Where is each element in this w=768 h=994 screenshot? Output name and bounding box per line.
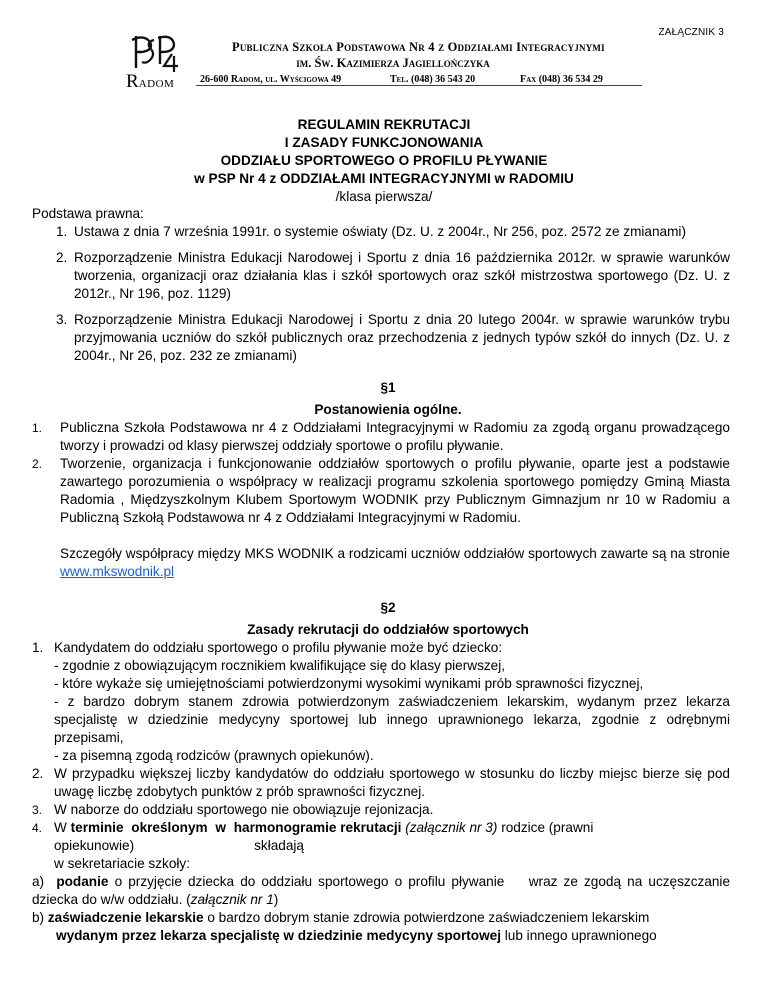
logo-wordmark: RADOM [126, 71, 175, 92]
school-address: 26-600 Radom, ul. Wyścigowa 49 [200, 74, 342, 85]
section-2-heading: Zasady rekrutacji do oddziałów sportowych [247, 622, 529, 637]
title-line-3: ODDZIAŁU SPORTOWEGO O PROFILU PŁYWANIE [220, 153, 548, 168]
section-1-number: §1 [380, 380, 396, 395]
title-line-2: I ZASADY FUNKCJONOWANIA [284, 135, 484, 150]
annex-label: ZAŁĄCZNIK 3 [658, 27, 724, 38]
school-patron: im. Św. Kazimierza Jagiellończyka [296, 56, 490, 70]
legal-basis-list [46, 223, 730, 365]
section-2-sub-item: - z bardzo dobrym stanem zdrowia potwierdzonym zaświadczeniem lekarskim, wydanym przez lekarza specjalistę w dziedzinie medycyny sportowej lub innego uprawnionego lekarza, zgodnie z odrębnymi przepisami, [54, 694, 730, 745]
legal-basis-heading: Podstawa prawna: [32, 206, 144, 221]
legal-basis-item: 1. Ustawa z dnia 7 września 1991r. o systemie oświaty (Dz. U. z 2004r., Nr 256, poz. 2572 ze zmianami) [56, 224, 686, 239]
title-line-4: w PSP Nr 4 z ODDZIAŁAMI INTEGRACYJNYMI w RADOMIU [194, 171, 574, 186]
section-2-number: §2 [380, 600, 396, 615]
school-fax: Fax (048) 36 534 29 [520, 74, 603, 85]
section-2-item-a: a) podanie o przyjęcie dziecka do oddziału sportowego o profilu pływanie wraz ze zgodą na uczęszczanie dziecka do w/w oddziału. (załącznik nr 1) [32, 874, 730, 907]
school-contact [200, 71, 603, 89]
section-2-item-1: 1. Kandydatem do oddziału sportowego o profilu pływanie może być dziecko: [32, 640, 503, 655]
section-2-item-4: 4. W terminie określonym w harmonogramie rekrutacji (załącznik nr 3) rodzice (prawni opiekunowie) składają w sekretariacie szkoły: [32, 820, 594, 871]
mkswodnik-link[interactable]: www.mkswodnik.pl [60, 564, 175, 579]
legal-basis-item: 3. Rozporządzenie Ministra Edukacji Narodowej i Sportu z dnia 20 lutego 2004r. w sprawie warunków trybu przyjmowania uczniów do szkół publicznych oraz przechodzenia z jednych typów szkół do innych (Dz. U. z 2004r., Nr 26, poz. 232 ze zmianami) [56, 312, 730, 363]
section-2-item-3: 3. W naborze do oddziału sportowego nie obowiązuje rejonizacja. [32, 802, 434, 817]
section-1-note: Szczegóły współpracy między MKS WODNIK a rodzicami uczniów oddziałów sportowych zawarte są na stronie www.mkswodnik.pl [60, 546, 730, 579]
section-1-heading: Postanowienia ogólne. [314, 402, 462, 417]
document-body [32, 205, 730, 945]
document-title [0, 116, 768, 206]
school-name: Publiczna Szkoła Podstawowa Nr 4 z Oddziałami Integracyjnymi [232, 40, 605, 54]
header-divider [196, 85, 642, 86]
section-2-sub-item: - za pisemną zgodą rodziców (prawnych opiekunów). [54, 748, 374, 763]
section-2-sub-item: - zgodnie z obowiązującym rocznikiem kwalifikujące się do klasy pierwszej, [54, 658, 506, 673]
school-phone: Tel. (048) 36 543 20 [390, 74, 476, 85]
section-1-item: 1. Publiczna Szkoła Podstawowa nr 4 z Oddziałami Integracyjnymi w Radomiu za zgodą organu prowadzącego tworzy i prowadzi od klasy pierwszej oddziały sportowe o profilu pływanie. [32, 420, 730, 453]
section-2-item-b: b) zaświadczenie lekarskie o bardzo dobrym stanie zdrowia potwierdzone zaświadczeniem lekarskim wydanym przez lekarza specjalistę w dziedzinie medycyny sportowej lub innego uprawnionego [32, 910, 657, 943]
section-2-sub-item: - które wykaże się umiejętnościami potwierdzonymi wysokimi wynikami prób sprawności fizycznej, [54, 676, 644, 691]
legal-basis-item: 2. Rozporządzenie Ministra Edukacji Narodowej i Sportu z dnia 16 października 2012r. w sprawie warunków tworzenia, organizacji oraz działania klas i szkół sportowych oraz szkół mistrzostwa sportowego (Dz. U. z 2012r., Nr 196, poz. 1129) [56, 250, 730, 301]
section-2-item-2: 2. W przypadku większej liczby kandydatów do oddziału sportowego w stosunku do liczby miejsc bierze się pod uwagę liczbę zdobytych punktów z prób sprawności fizycznej. [32, 766, 730, 799]
section-1-item: 2. Tworzenie, organizacja i funkcjonowanie oddziałów sportowych o profilu pływanie, oparte jest a podstawie zawartego porozumienia o współpracy w realizacji programu szkolenia sportowego pomiędzy Gminą Miasta Radomia , Międzyszkolnym Klubem Sportowym WODNIK przy Publicznym Gimnazjum nr 10 w Radomiu a Publiczną Szkołą Podstawowa nr 4 z Oddziałami Integracyjnymi w Radomiu. [32, 456, 730, 525]
title-subtitle: /klasa pierwsza/ [335, 189, 433, 204]
title-line-1: REGULAMIN REKRUTACJI [297, 117, 471, 132]
